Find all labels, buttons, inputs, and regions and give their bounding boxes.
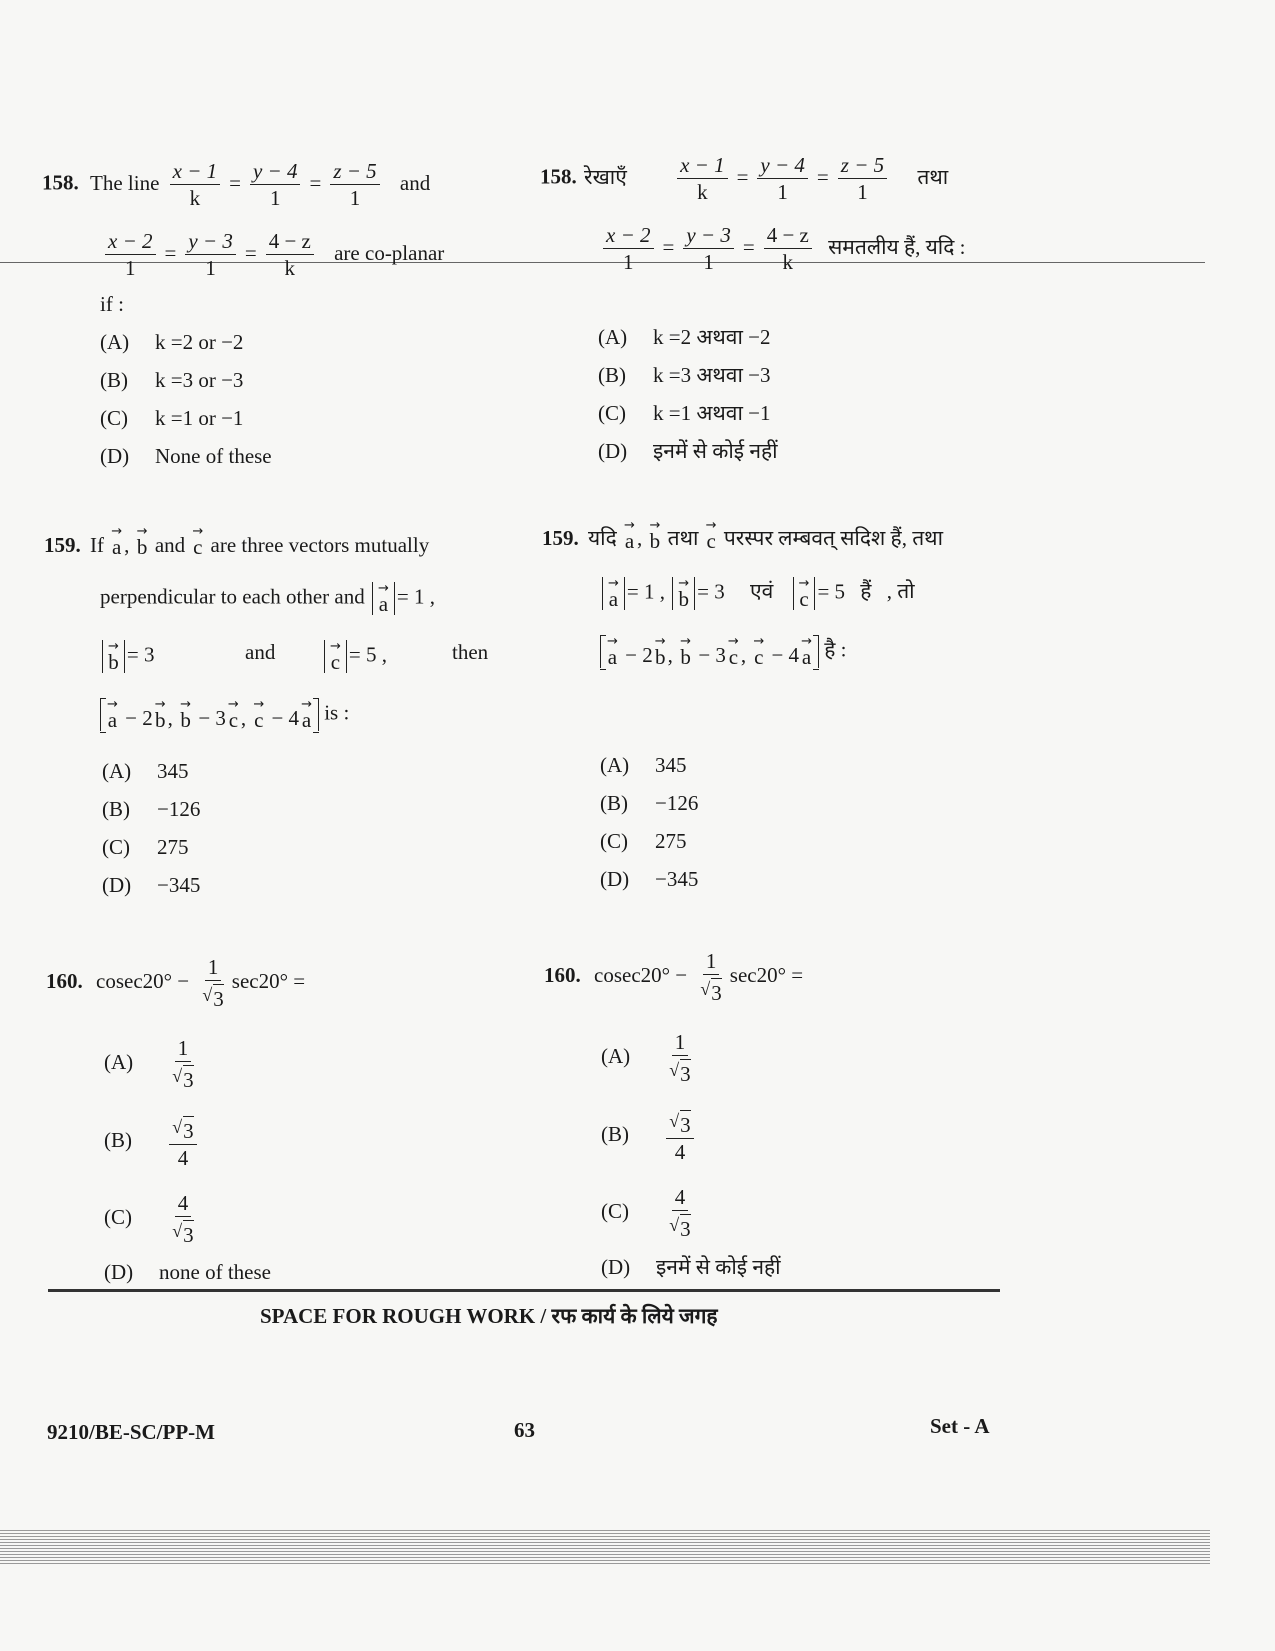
q159-en-line2: perpendicular to each other and → a = 1 ,	[100, 581, 435, 616]
q158-en-and: and	[399, 170, 431, 195]
q160-en-option-a: (A) 1 √ 3	[104, 1036, 194, 1093]
q158-en-line2: $\frac{x - 2}{1}$ = $\frac{y - 3}{1}$ = $\frac{4 - z}{k}$ are co-planar	[100, 228, 444, 282]
set-label: Set - A	[930, 1414, 990, 1438]
q160-hi-question: 160. cosec20° − 1 √ 3 sec20° =	[544, 949, 804, 1006]
box-product: → a − 2 → b , → b − 3 → c , → c − 4 → a	[100, 698, 319, 731]
q159-hi-option-b: (B) −126	[600, 791, 699, 815]
frac-z: $\frac{z - 5}{1}$	[330, 158, 379, 212]
q158-hi-option-b: (B) k =3 अथवा −3	[598, 363, 771, 387]
q159-hi-option-a: (A) 345	[600, 753, 687, 777]
q159-hi-line1: 159. यदि → a , → b तथा → c परस्पर लम्बवत् सदिश हैं, तथा	[542, 518, 944, 553]
q159-en-option-d: (D) −345	[102, 873, 201, 897]
frac-y: $\frac{y - 4}{1}$	[250, 158, 301, 212]
q158-hi-line2: $\frac{x - 2}{1}$ = $\frac{y - 3}{1}$ = $\frac{4 - z}{k}$ समतलीय हैं, यदि :	[598, 222, 965, 276]
q158-hi-option-d: (D) इनमें से कोई नहीं	[598, 439, 778, 463]
q159-hi-line3: → a − 2 → b , → b − 3 → c , → c − 4 → a है :	[600, 635, 846, 668]
q160-hi-option-c: (C) 4 √ 3	[601, 1185, 691, 1242]
divider-rule	[48, 1289, 1000, 1292]
q158-en-text: The line	[90, 170, 160, 195]
q160-hi-option-b: (B) √ 3 4	[601, 1107, 699, 1166]
q160-en-option-b: (B) √ 3 4	[104, 1113, 202, 1172]
bottom-stripes	[0, 1528, 1210, 1566]
q158-en-number: 158.	[42, 170, 79, 195]
q158-hi-option-a: (A) k =2 अथवा −2	[598, 325, 771, 349]
q160-hi-option-a: (A) 1 √ 3	[601, 1030, 691, 1087]
q158-en-line1: 158. The line $\frac{x - 1}{k}$ = $\frac{y - 4}{1}$ = $\frac{z - 5}{1}$ and	[42, 159, 431, 211]
q160-hi-option-d: (D) इनमें से कोई नहीं	[601, 1255, 781, 1279]
q159-en-option-a: (A) 345	[102, 759, 189, 783]
q158-en-if: if :	[100, 292, 124, 316]
q158-en-option-a: (A) k =2 or −2	[100, 330, 244, 354]
q159-en-line3: → b = 3 and → c = 5 , then	[100, 640, 500, 673]
frac-x: $\frac{x - 1}{k}$	[170, 158, 221, 212]
q159-en-option-c: (C) 275	[102, 835, 189, 859]
q160-en-option-d: (D) none of these	[104, 1260, 271, 1284]
q158-en-option-d: (D) None of these	[100, 444, 272, 468]
q159-hi-option-c: (C) 275	[600, 829, 687, 853]
paper-code: 9210/BE-SC/PP-M	[47, 1420, 215, 1444]
q158-hi-line1: 158. रेखाएँ $\frac{x - 1}{k}$ = $\frac{y - 4}{1}$ = $\frac{z - 5}{1}$ तथा	[540, 153, 949, 205]
q158-en-coplanar: are co-planar	[334, 240, 445, 265]
q159-hi-option-d: (D) −345	[600, 867, 699, 891]
q158-en-option-c: (C) k =1 or −1	[100, 406, 244, 430]
q159-hi-line2: → a = 1 , → b = 3 एवं → c = 5 हैं , तो	[600, 577, 915, 610]
q160-en-question: 160. cosec20° − 1 √ 3 sec20° =	[46, 955, 306, 1012]
rough-work-heading: SPACE FOR ROUGH WORK / रफ कार्य के लिये जगह	[260, 1304, 718, 1328]
q158-en-option-b: (B) k =3 or −3	[100, 368, 244, 392]
q159-en-option-b: (B) −126	[102, 797, 201, 821]
q158-hi-option-c: (C) k =1 अथवा −1	[598, 401, 771, 425]
page-number: 63	[514, 1418, 535, 1442]
q159-en-line4: → a − 2 → b , → b − 3 → c , → c − 4 → a is :	[100, 698, 349, 731]
q159-en-line1: 159. If → a , → b and → c are three vectors mutually	[44, 524, 430, 559]
q160-en-option-c: (C) 4 √ 3	[104, 1191, 194, 1248]
